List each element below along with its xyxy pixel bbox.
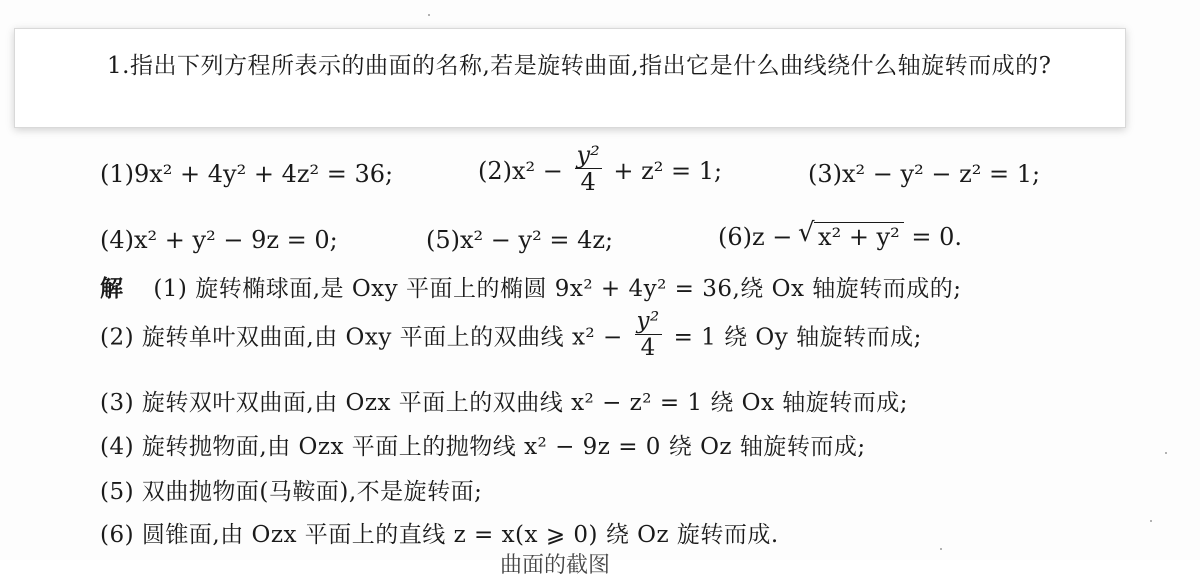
equation-3: (3)x² − y² − z² = 1; [808, 160, 1041, 188]
equation-2-denominator: 4 [580, 168, 596, 196]
equation-5: (5)x² − y² = 4z; [426, 226, 614, 254]
equation-4: (4)x² + y² − 9z = 0; [100, 226, 338, 254]
equation-6-suffix: = 0. [911, 223, 963, 251]
question-text: 1.指出下列方程所表示的曲面的名称,若是旋转曲面,指出它是什么曲线绕什么轴旋转而成的? [107, 53, 1052, 79]
solution-line-6: (6) 圆锥面,由 Ozx 平面上的直线 z = x(x ⩾ 0) 绕 Oz 旋转而成. [100, 522, 779, 548]
solution-2-prefix: (2) 旋转单叶双曲面,由 Oxy 平面上的双曲线 x² − [100, 324, 623, 351]
solution-1-text: (1) 旋转椭球面,是 Oxy 平面上的椭圆 9x² + 4y² = 36,绕 Ox 轴旋转而成的; [153, 276, 962, 302]
scan-speck [1150, 520, 1152, 522]
equation-1: (1)9x² + 4y² + 4z² = 36; [100, 160, 394, 188]
solution-line-4: (4) 旋转抛物面,由 Ozx 平面上的抛物线 x² − 9z = 0 绕 Oz 轴旋转而成; [100, 434, 866, 460]
solution-line-3: (3) 旋转双叶双曲面,由 Ozx 平面上的双曲线 x² − z² = 1 绕 Ox 轴旋转而成; [100, 390, 909, 416]
equation-2-numerator: y² [576, 141, 600, 169]
equation-2 [478, 141, 723, 199]
equation-2-suffix: + z² = 1; [613, 157, 723, 185]
solution-2-suffix: = 1 绕 Oy 轴旋转而成; [673, 324, 922, 351]
solution-line-2 [100, 308, 922, 365]
scan-speck [1165, 452, 1167, 454]
scan-speck [428, 14, 430, 16]
solution-2-numerator: y² [636, 308, 660, 334]
equations-row-1 [100, 141, 1160, 208]
scan-speck [940, 548, 942, 550]
solution-line-1 [100, 270, 962, 303]
solution-2-fraction [635, 308, 662, 361]
equation-6-radical: √ x² + y² [814, 222, 904, 251]
solution-label: 解 [100, 275, 124, 302]
cutoff-footer-text: 曲面的截图 [500, 553, 611, 578]
equation-2-prefix: (2)x² − [478, 157, 563, 185]
solution-2-denominator: 4 [640, 335, 656, 361]
solution-line-5: (5) 双曲抛物面(马鞍面),不是旋转面; [100, 479, 483, 505]
equation-6 [718, 222, 962, 251]
question-highlight-box [14, 28, 1126, 128]
equation-2-fraction [575, 142, 602, 195]
equations-row-2 [100, 222, 1160, 262]
equation-6-prefix: (6)z − [718, 223, 793, 251]
